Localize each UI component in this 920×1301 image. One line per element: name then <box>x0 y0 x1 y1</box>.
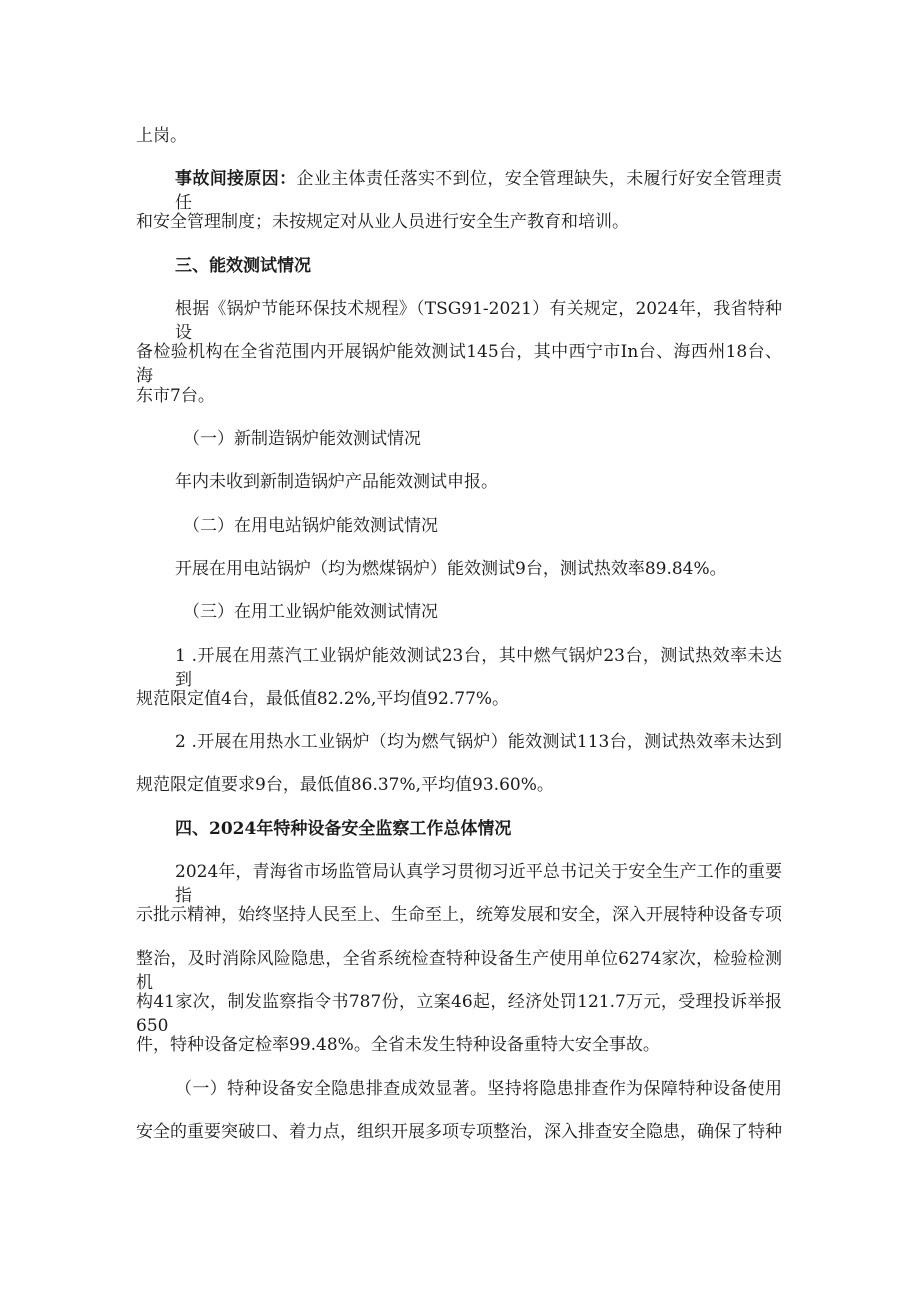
section-heading-3: 三、能效测试情况 <box>175 256 311 276</box>
paragraph-line: 整治，及时消除风险隐患，全省系统检查特种设备生产使用单位6274家次，检验检测机 <box>136 949 782 993</box>
paragraph-line: 示批示精神，始终坚持人民至上、生命至上，统筹发展和安全，深入开展特种设备专项 <box>136 905 782 925</box>
paragraph-line: 备检验机构在全省范围内开展锅炉能效测试145台，其中西宁市In台、海西州18台、海 <box>136 342 782 386</box>
paragraph-line: 规范限定值4台，最低值82.2%,平均值92.77%。 <box>136 689 510 709</box>
paragraph-line: 开展在用电站锅炉（均为燃煤锅炉）能效测试9台，测试热效率89.84%。 <box>175 559 727 579</box>
paragraph-line: 东市7台。 <box>136 386 215 406</box>
paragraph-line: 根据《锅炉节能环保技术规程》（TSG91-2021）有关规定，2024年，我省特种设 <box>175 299 782 343</box>
paragraph-line: 规范限定值要求9台，最低值86.37%,平均值93.60%。 <box>136 775 554 795</box>
paragraph-indirect-cause: 事故间接原因：企业主体责任落实不到位，安全管理缺失，未履行好安全管理责任 <box>175 169 783 213</box>
paragraph-line-continuation: 上岗。 <box>136 126 187 146</box>
paragraph-line: （一）特种设备安全隐患排查成效显著。坚持将隐患排查作为保障特种设备使用 <box>175 1079 782 1099</box>
list-item-2: 2 .开展在用热水工业锅炉（均为燃气锅炉）能效测试113台，测试热效率未达到 <box>175 732 782 752</box>
paragraph-line: 安全的重要突破口、着力点，组织开展多项专项整治，深入排查安全隐患，确保了特种 <box>136 1122 782 1142</box>
list-item-1: 1 .开展在用蒸汽工业锅炉能效测试23台，其中燃气锅炉23台，测试热效率未达到 <box>175 646 782 690</box>
subsection-heading-1: （一）新制造锅炉能效测试情况 <box>183 429 421 449</box>
subsection-heading-3: （三）在用工业锅炉能效测试情况 <box>183 602 438 622</box>
paragraph-line: 构41家次，制发监察指令书787份，立案46起，经济处罚121.7万元，受理投诉举报650 <box>136 992 782 1036</box>
paragraph-line: 2024年，青海省市场监管局认真学习贯彻习近平总书记关于安全生产工作的重要指 <box>175 862 782 906</box>
section-heading-4: 四、2024年特种设备安全监察工作总体情况 <box>175 819 512 839</box>
paragraph-line: 和安全管理制度；未按规定对从业人员进行安全生产教育和培训。 <box>136 212 629 232</box>
indirect-cause-label: 事故间接原因： <box>175 169 297 189</box>
paragraph-line: 年内未收到新制造锅炉产品能效测试申报。 <box>175 472 498 492</box>
subsection-heading-2: （二）在用电站锅炉能效测试情况 <box>183 516 438 536</box>
paragraph-line: 件，特种设备定检率99.48%。全省未发生特种设备重特大安全事故。 <box>136 1035 660 1055</box>
